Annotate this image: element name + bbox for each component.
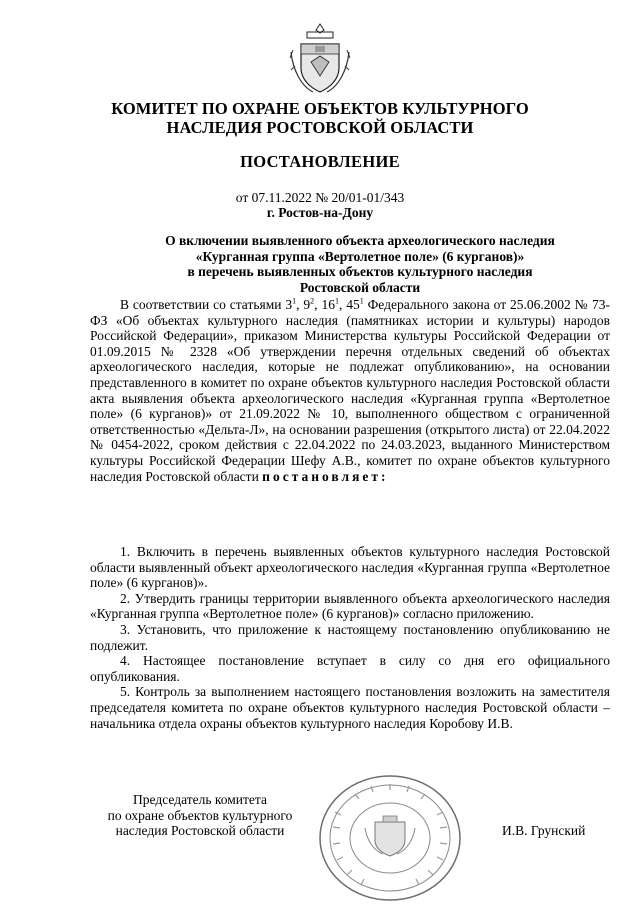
subject-line-3: в перечень выявленных объектов культурного наследия [187, 264, 533, 279]
signatory-position [85, 792, 315, 839]
position-line-3: наследия Ростовской области [115, 823, 285, 839]
list-item: 2. Утвердить границы территории выявленного объекта археологического наследия «Курганная группа «Вертолетное поле» (6 курганов)» согласно приложению. [90, 590, 610, 622]
document-subject [150, 233, 570, 295]
preamble-text-5: Федерального закона от 25.06.2002 № 73-ФЗ «Об объектах культурного наследия (памятниках истории и культуры) народов Российской Федерации», приказом Министерства культуры Российской Федерации от 01.09.2015 № 2328 «Об утверждении перечня отдельных сведений об объектах археологического наследия, которые не подлежат опубликованию», на основании представленного в комитет по охране объектов культурного наследия Ростовской области акта выявления объекта археологического наследия «Курганная группа «Вертолетное поле» (6 курганов)» от 21.09.2022 № 10, выполненного обществом с ограниченной ответственностью «Дельта-Л», на основании разрешения (открытого листа) от 22.04.2022 № 0454-2022, сроком действия с 22.04.2022 по 24.03.2023, выданного Министерством культуры Российской Федерации Шефу А.В., комитет по охране объектов культурного наследия Ростовской области [90, 297, 610, 484]
organization-name [0, 99, 640, 137]
org-line-1: КОМИТЕТ ПО ОХРАНЕ ОБЪЕКТОВ КУЛЬТУРНОГО [111, 99, 529, 118]
date-number: от 07.11.2022 № 20/01-01/343 [235, 190, 405, 205]
position-line-2: по охране объектов культурного [107, 807, 293, 823]
preamble-text-2: , 9 [296, 297, 311, 312]
subject-line-2: «Курганная группа «Вертолетное поле» (6 курганов)» [195, 248, 525, 264]
subject-line-1: О включении выявленного объекта археологического наследия [165, 233, 555, 248]
preamble-sup-3: 1 [334, 296, 339, 306]
coat-of-arms-icon [287, 22, 353, 98]
city: г. Ростов-на-Дону [266, 205, 374, 220]
preamble-text-1: В соответствии со статьями 3 [120, 297, 293, 312]
preamble-sup-4: 1 [359, 296, 364, 306]
resolves-word: постановляет: [262, 468, 389, 484]
document-type: ПОСТАНОВЛЕНИЕ [240, 152, 400, 171]
list-item: 4. Настоящее постановление вступает в силу со дня его официального опубликования. [90, 653, 610, 684]
preamble-text-3: , 16 [314, 297, 335, 312]
resolution-items [90, 544, 610, 731]
preamble-paragraph [90, 297, 610, 484]
official-seal-icon [315, 772, 465, 904]
preamble-text-4: , 45 [338, 297, 360, 312]
position-line-1: Председатель комитета [133, 792, 267, 807]
list-item: 5. Контроль за выполнением настоящего постановления возложить на заместителя председателя комитета по охране объектов культурного наследия Ростовской области – начальника отдела охраны объектов культурного наследия Коробову И.В. [90, 684, 610, 731]
preamble-sup-2: 2 [310, 296, 315, 306]
org-line-2: НАСЛЕДИЯ РОСТОВСКОЙ ОБЛАСТИ [166, 118, 474, 137]
signatory-name: И.В. Грунский [502, 823, 586, 838]
list-item: 1. Включить в перечень выявленных объектов культурного наследия Ростовской области выявленный объект археологического наследия «Курганная группа «Вертолетное поле» (6 курганов)». [90, 544, 610, 591]
list-item: 3. Установить, что приложение к настоящему постановлению опубликованию не подлежит. [90, 621, 610, 653]
subject-line-4: Ростовской области [299, 279, 421, 295]
preamble-sup-1: 1 [292, 296, 297, 306]
